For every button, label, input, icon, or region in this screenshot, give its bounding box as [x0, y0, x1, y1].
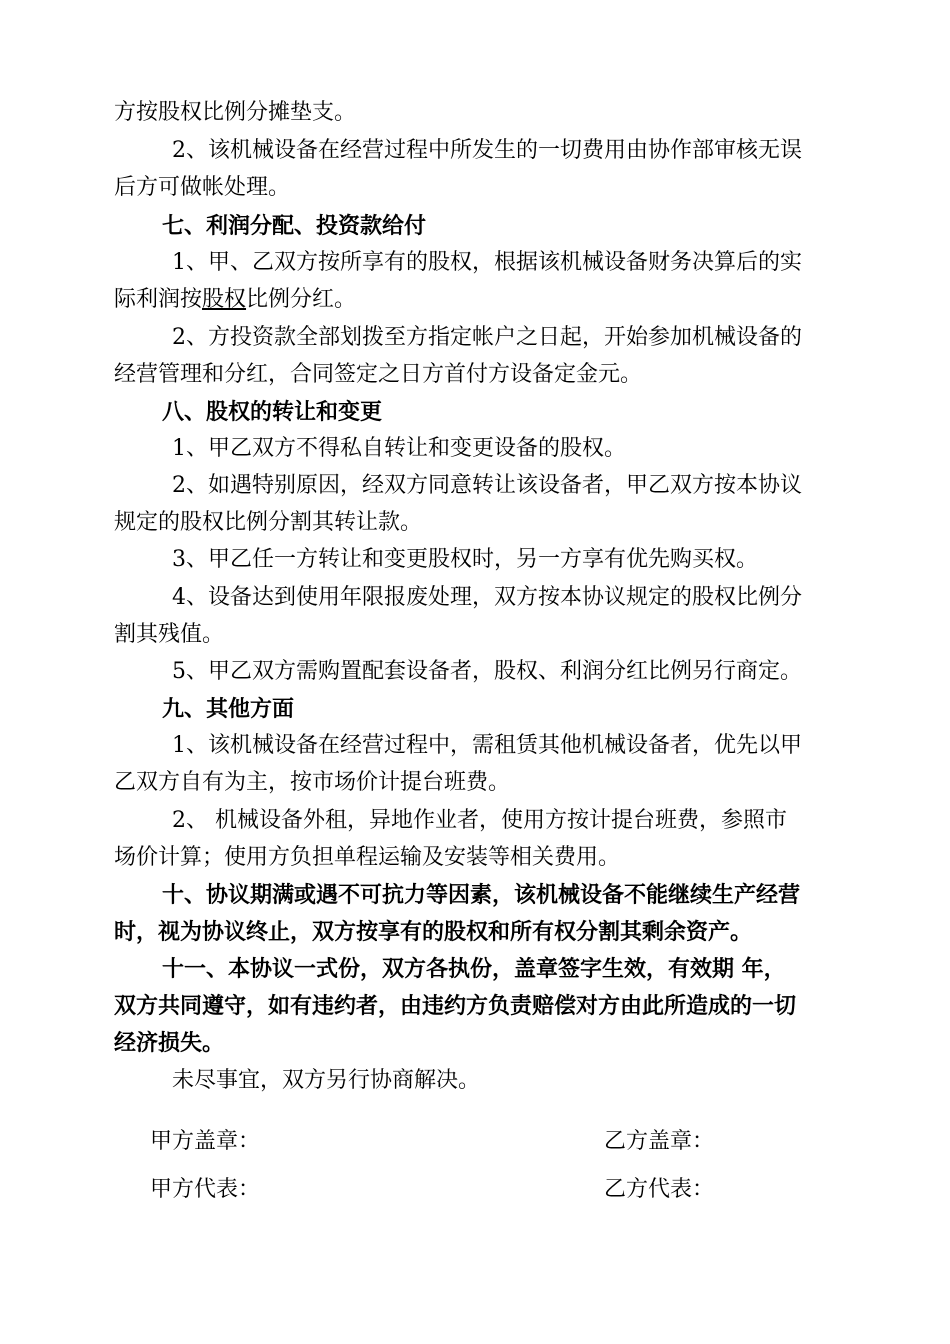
section-heading-8: 八、股权的转让和变更 [162, 399, 383, 425]
text-line [114, 285, 859, 315]
clause-7-1: 1、甲、乙双方按所享有的股权，根据该机械设备财务决算后的实 [172, 250, 802, 275]
clause-8-3: 3、甲乙任一方转让和变更股权时，另一方享有优先购买权。 [172, 547, 758, 572]
text-line: 场价计算；使用方负担单程运输及安装等相关费用。 [114, 845, 621, 870]
party-a-rep-label: 甲方代表： [150, 1177, 261, 1202]
text-line: 后方可做帐处理。 [114, 175, 291, 200]
party-b-rep-label: 乙方代表： [604, 1177, 715, 1202]
text-span: 比例分红。 [246, 287, 357, 312]
clause-9-1: 1、该机械设备在经营过程中，需租赁其他机械设备者，优先以甲 [172, 733, 802, 758]
text-line: 规定的股权比例分割其转让款。 [114, 510, 423, 535]
text-line: 经济损失。 [114, 1030, 225, 1056]
clause-7-2: 2、方投资款全部划拨至方指定帐户之日起，开始参加机械设备的 [172, 325, 802, 350]
section-heading-11: 十一、本协议一式份，双方各执份，盖章签字生效，有效期 年， [162, 956, 786, 982]
clause-8-2: 2、如遇特别原因，经双方同意转让该设备者，甲乙双方按本协议 [172, 473, 802, 498]
section-heading-9: 九、其他方面 [162, 696, 295, 722]
section-heading-10: 十、协议期满或遇不可抗力等因素，该机械设备不能继续生产经营 [162, 882, 801, 908]
text-line: 双方共同遵守，如有违约者，由违约方负责赔偿对方由此所造成的一切 [114, 993, 797, 1019]
text-line: 时，视为协议终止，双方按享有的股权和所有权分割其剩余资产。 [114, 919, 753, 945]
party-b-seal-label: 乙方盖章： [604, 1129, 715, 1154]
text-line: 割其残值。 [114, 622, 225, 647]
text-line: 方按股权比例分摊垫支。 [114, 100, 357, 125]
clause-8-5: 5、甲乙双方需购置配套设备者，股权、利润分红比例另行商定。 [172, 659, 802, 684]
clause-2-cost: 2、该机械设备在经营过程中所发生的一切费用由协作部审核无误 [172, 138, 802, 163]
clause-8-1: 1、甲乙双方不得私自转让和变更设备的股权。 [172, 436, 626, 461]
clause-9-2: 2、 机械设备外租，异地作业者，使用方按计提台班费，参照市 [172, 808, 787, 833]
closing-note: 未尽事宜，双方另行协商解决。 [172, 1068, 481, 1093]
party-a-seal-label: 甲方盖章： [150, 1129, 261, 1154]
text-line: 乙双方自有为主，按市场价计提台班费。 [114, 770, 511, 795]
text-line: 经营管理和分红，合同签定之日方首付方设备定金元。 [114, 362, 643, 387]
clause-8-4: 4、设备达到使用年限报废处理，双方按本协议规定的股权比例分 [172, 585, 802, 610]
underlined-term: 股权 [202, 287, 247, 312]
section-heading-7: 七、利润分配、投资款给付 [162, 213, 427, 239]
text-span: 际利润按 [114, 287, 203, 312]
